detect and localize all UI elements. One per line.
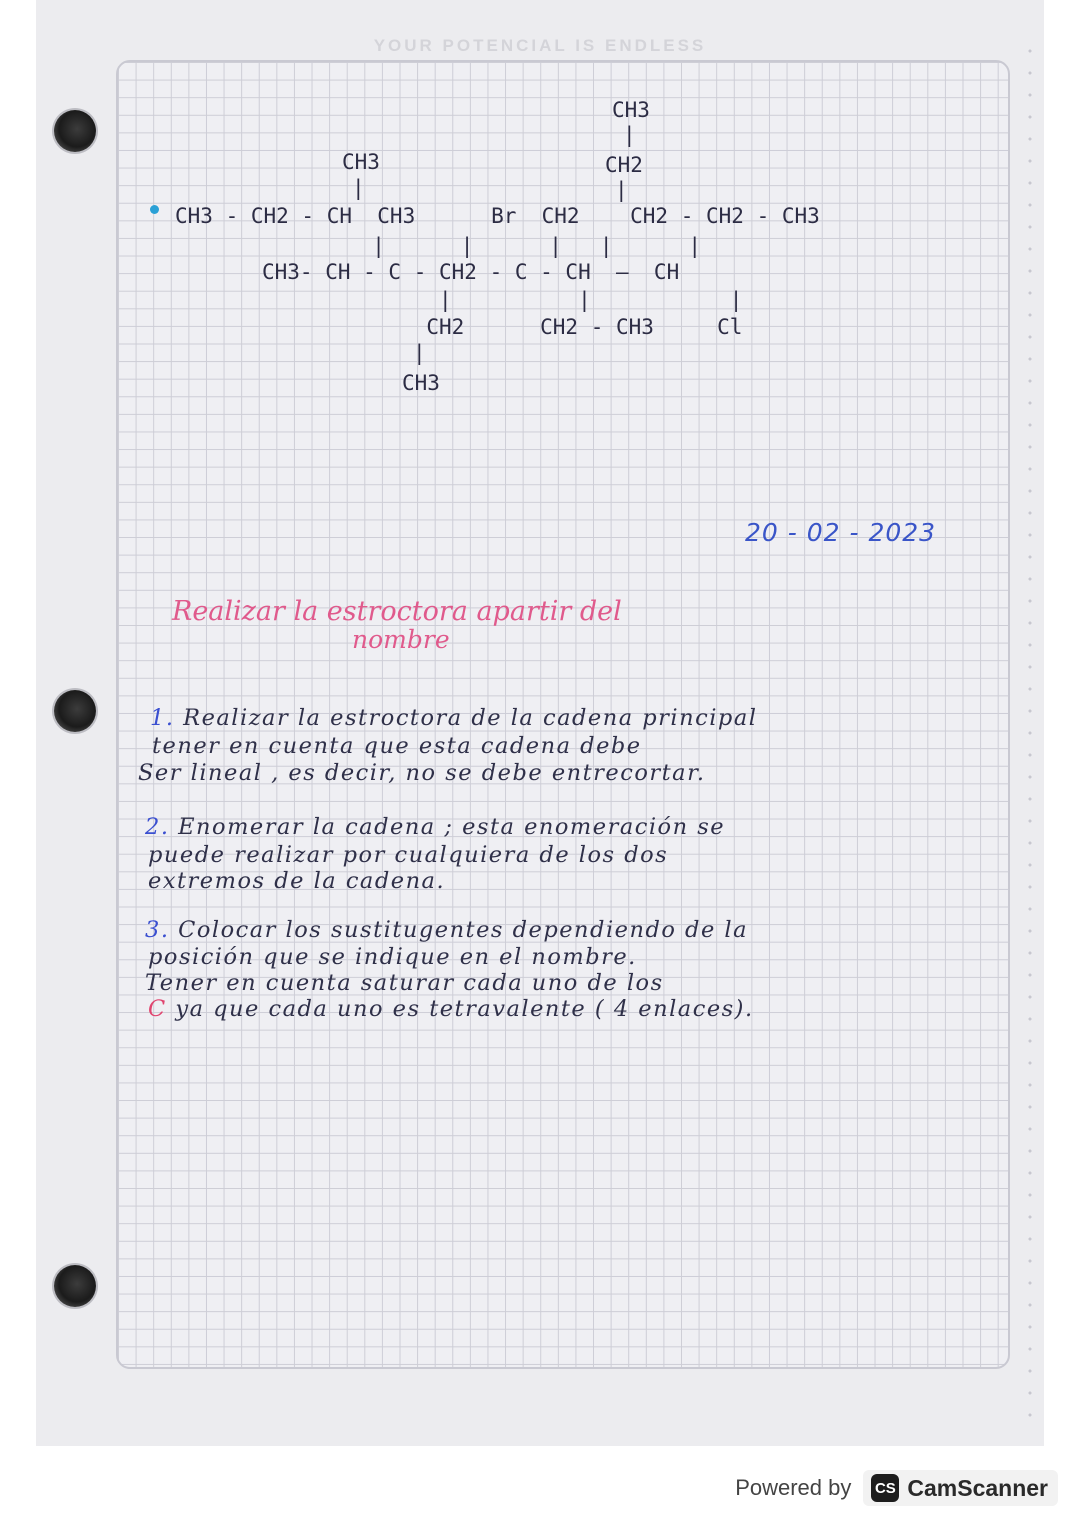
binder-hole-bottom bbox=[54, 1265, 96, 1307]
structure-bottom-ch3: CH3 bbox=[402, 371, 440, 395]
step-line: Realizar la estroctora de la cadena principal bbox=[183, 705, 758, 731]
title-line-1: Realizar la estroctora apartir del bbox=[172, 596, 622, 627]
camscanner-logo-icon: CS bbox=[871, 1474, 899, 1502]
step-line: Tener en cuenta saturar cada uno de los bbox=[145, 970, 664, 996]
step-line: posición que se indique en el nombre. bbox=[148, 944, 637, 970]
step-line: Colocar los sustitugentes dependiendo de la bbox=[178, 917, 749, 943]
step-number: 2. bbox=[145, 814, 170, 840]
structure-branch-ch3: CH3 bbox=[342, 150, 380, 174]
dot-margin bbox=[1028, 40, 1032, 1420]
scanner-footer bbox=[735, 1466, 1058, 1510]
binder-hole-middle bbox=[54, 690, 96, 732]
notebook-motto: YOUR POTENCIAL IS ENDLESS bbox=[373, 36, 707, 55]
step-line: Enomerar la cadena ; esta enomeración se bbox=[178, 814, 726, 840]
powered-by-text: Powered by bbox=[735, 1475, 852, 1500]
step-line: Ser lineal , es decir, no se debe entrecortar. bbox=[138, 760, 706, 786]
note-date: 20 - 02 - 2023 bbox=[745, 518, 937, 547]
binder-hole-top bbox=[54, 110, 96, 152]
step-number: 3. bbox=[145, 917, 170, 943]
structure-top-ch2: CH2 bbox=[605, 153, 643, 177]
structure-bonds-row1: | | | | | bbox=[170, 234, 702, 258]
step-line: ya que cada uno es tetravalente ( 4 enlaces). bbox=[175, 996, 754, 1022]
camscanner-badge[interactable] bbox=[863, 1470, 1058, 1506]
step-line: extremos de la cadena. bbox=[148, 868, 446, 894]
structure-bonds-row2: | | | bbox=[262, 288, 743, 312]
structure-top-ch3: CH3 bbox=[612, 98, 650, 122]
camscanner-brand: CamScanner bbox=[907, 1474, 1048, 1501]
structure-bond: | bbox=[352, 176, 365, 200]
title-line-2: nombre bbox=[352, 625, 450, 654]
step-line: puede realizar por cualquiera de los dos bbox=[148, 842, 669, 868]
structure-bond: | bbox=[413, 341, 426, 365]
bullet-dot bbox=[150, 205, 159, 214]
carbon-letter: C bbox=[148, 996, 167, 1022]
structure-bond: | bbox=[623, 123, 636, 147]
step-line: tener en cuenta que esta cadena debe bbox=[152, 733, 642, 759]
structure-main-row2: CH3- CH - C - CH2 - C - CH — CH bbox=[262, 260, 680, 284]
structure-bond: | bbox=[615, 178, 628, 202]
structure-main-row3: CH2 CH2 - CH3 Cl bbox=[262, 315, 743, 339]
structure-main-row1: CH3 - CH2 - CH CH3 Br CH2 CH2 - CH2 - CH3 bbox=[175, 204, 820, 228]
step-number: 1. bbox=[150, 705, 175, 731]
